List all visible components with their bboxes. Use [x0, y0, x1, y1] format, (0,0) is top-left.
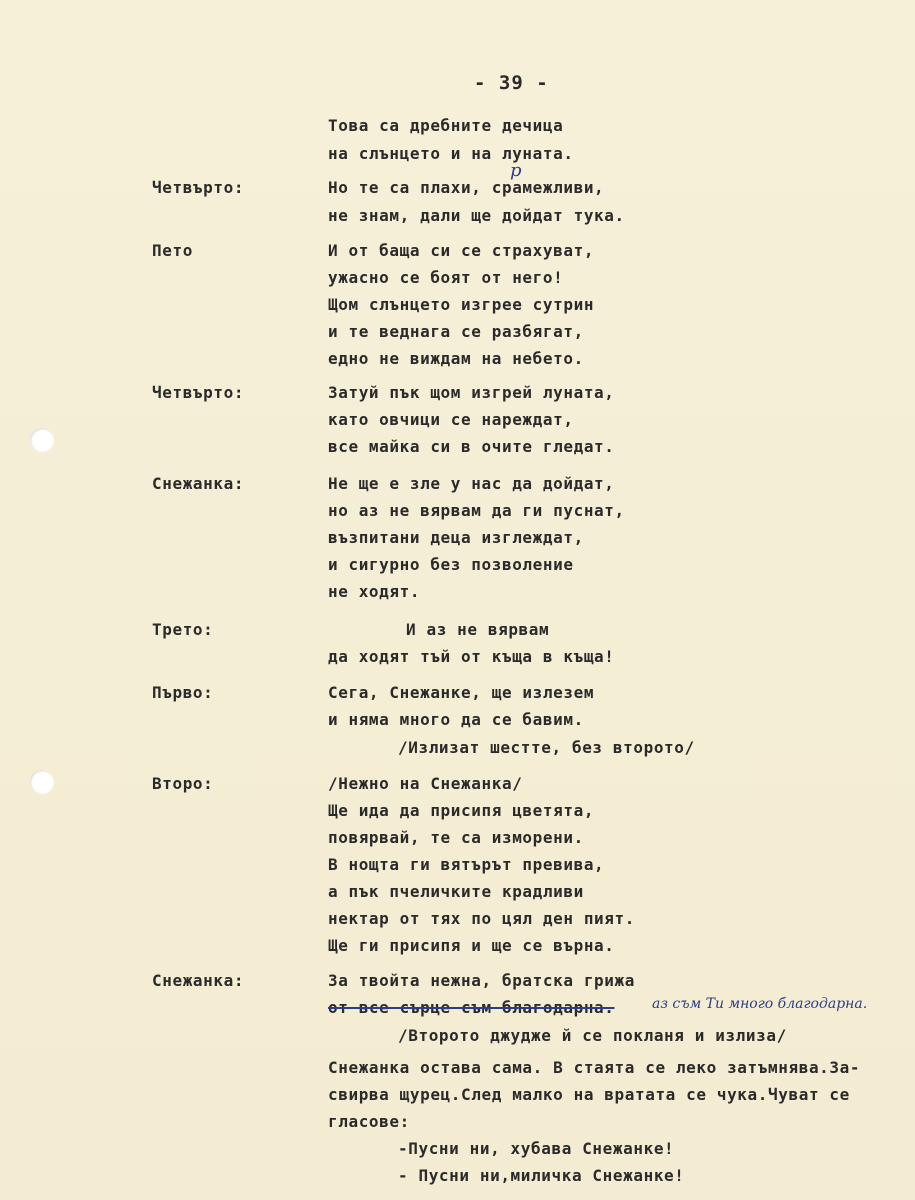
- stage-note: /Излизат шестте, без второто/: [398, 738, 695, 757]
- verse-line: като овчици се нареждат,: [328, 410, 574, 429]
- speaker-label: Снежанка:: [152, 474, 245, 493]
- handwritten-note: аз съм Ти много благодарна.: [652, 996, 868, 1012]
- verse-line: Ще ида да присипя цветята,: [328, 801, 595, 820]
- verse-line: Това са дребните дечица: [328, 116, 564, 135]
- verse-line: повярвай, те са изморени.: [328, 828, 584, 847]
- verse-line: и няма много да се бавим.: [328, 710, 584, 729]
- verse-line: ужасно се боят от него!: [328, 268, 564, 287]
- voice-line: -Пусни ни, хубава Снежанке!: [398, 1139, 675, 1158]
- struck-verse-line: от все сърце съм благодарна.: [328, 998, 615, 1017]
- verse-line: Затуй пък щом изгрей луната,: [328, 383, 615, 402]
- speaker-label: Снежанка:: [152, 971, 245, 990]
- verse-line: а пък пчеличките крадливи: [328, 882, 584, 901]
- verse-line: но аз не вярвам да ги пуснат,: [328, 501, 625, 520]
- verse-line: и те веднага се разбягат,: [328, 322, 584, 341]
- stage-note: /Второто джудже й се покланя и излиза/: [398, 1026, 787, 1045]
- stage-direction-line: Снежанка остава сама. В стаята се леко затъмнява.За-: [328, 1058, 861, 1077]
- page-number: - 39 -: [474, 72, 549, 94]
- verse-line: нектар от тях по цял ден пият.: [328, 909, 635, 928]
- verse-line: Щом слънцето изгрее сутрин: [328, 295, 595, 314]
- verse-line: Но те са плахи, срамежливи,: [328, 178, 605, 197]
- verse-line: И аз не вярвам: [406, 620, 550, 639]
- speaker-label: Пето: [152, 241, 193, 260]
- verse-line: едно не виждам на небето.: [328, 349, 584, 368]
- verse-line: Не ще е зле у нас да дойдат,: [328, 474, 615, 493]
- speaker-label: Четвърто:: [152, 383, 245, 402]
- verse-line: В нощта ги вятърът превива,: [328, 855, 605, 874]
- stage-direction-line: свирва щурец.След малко на вратата се чука.Чуват се: [328, 1085, 850, 1104]
- verse-line: да ходят тъй от къща в къща!: [328, 647, 615, 666]
- verse-line: не знам, дали ще дойдат тука.: [328, 206, 625, 225]
- verse-line: За твойта нежна, братска грижа: [328, 971, 635, 990]
- punch-hole: [30, 428, 54, 452]
- verse-line: на слънцето и на луната.: [328, 144, 574, 163]
- verse-line: възпитани деца изглеждат,: [328, 528, 584, 547]
- verse-line: и сигурно без позволение: [328, 555, 574, 574]
- speaker-label: Четвърто:: [152, 178, 245, 197]
- verse-line: Ще ги присипя и ще се върна.: [328, 936, 615, 955]
- verse-line: И от баща си се страхуват,: [328, 241, 595, 260]
- verse-line: не ходят.: [328, 582, 421, 601]
- speaker-label: Първо:: [152, 683, 214, 702]
- verse-line: все майка си в очите гледат.: [328, 437, 615, 456]
- punch-hole: [30, 770, 54, 794]
- stage-note: /Нежно на Снежанка/: [328, 774, 523, 793]
- stage-direction-line: гласове:: [328, 1112, 410, 1131]
- voice-line: - Пусни ни,миличка Снежанке!: [398, 1166, 685, 1185]
- handwritten-correction: р: [510, 160, 522, 181]
- speaker-label: Второ:: [152, 774, 214, 793]
- speaker-label: Трето:: [152, 620, 214, 639]
- verse-line: Сега, Снежанке, ще излезем: [328, 683, 595, 702]
